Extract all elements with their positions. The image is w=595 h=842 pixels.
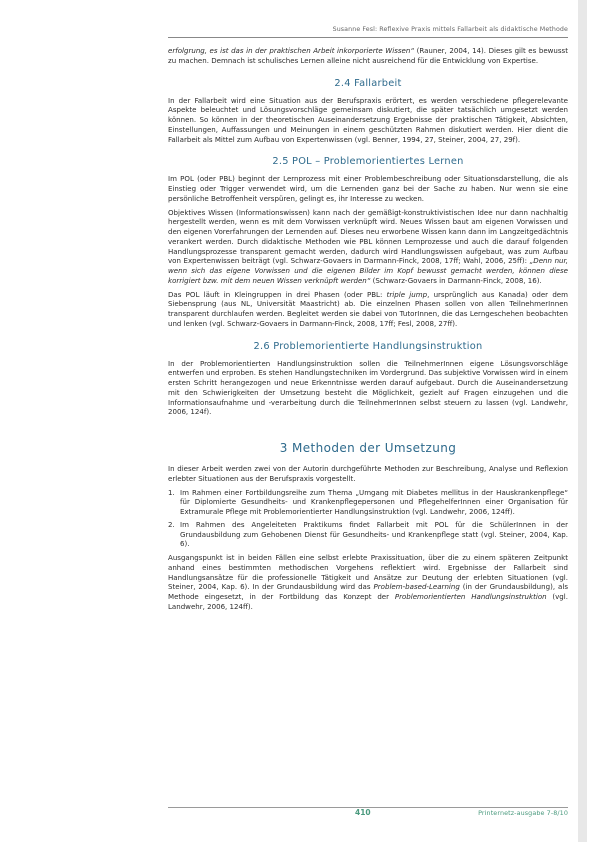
pol-paragraph-2-text: Objektives Wissen (Informationswissen) kann nach der gemäßigt-konstruktivistischen Idee nur dann nachhaltig hergestellt werden, wenn es mit dem Vorwissen verknüpft wird. Neues Wissen baut am eigenen Vorwissen und den eigenen Vorerfahrungen der Lernenden auf. Dieses neu erworbene Wissen kann dann im Langzeitgedächtnis verankert werden. Durch didaktische Methoden wie PBL können Lernprozesse und auch die darauf folgenden Handlungsprozesse transparent gemacht werden, dadurch wird Handlungswissen aufgebaut, was zum Aufbau von Expertenwissen beiträgt (vgl. Schwarz-Govaers in Darmann-Finck, 2008, 17ff; Wahl, 2006, 25ff): [168,207,568,266]
pol-paragraph-3-end: , ursprünglich aus Kanada) oder dem Siebensprung (aus NL, Universität Maastricht) ab. Die einzelnen Phasen sollen von allen TeilnehmerInnen transparent durchlaufen werden. Begleitet werden sie dabei von TutorInnen, die das Lerngeschehen beobachten und lenken (vgl. Schwarz-Govaers in Darmann-Finck, 2008, 17ff; Fesl, 2008, 27ff). [168,289,569,328]
intro-paragraph [168,46,568,66]
pol-quote-source: (Schwarz-Govaers in Darmann-Finck, 2008, 16). [370,275,542,285]
closing-text-a: Ausgangspunkt ist in beiden Fällen eine selbst erlebte Praxissituation, über die zu einem späteren Zeitpunkt anhand eines bestimmten methodischen Vorgehens reflektiert wird. Ergebnisse der Fallarbeit sind Handlungsansätze für die professionelle Tätigkeit und Ansätze zur Deutung der erlebten Situationen (vgl. Steiner, 2004, Kap. 6). In der Grundausbildung wird das [168,553,568,592]
fallarbeit-paragraph: In der Fallarbeit wird eine Situation aus der Berufspraxis erörtert, es werden verschiedene pflegerelevante Aspekte beleuchtet und Lösungsvorschläge gemeinsam diskutiert, die später tatsächlich umgesetzt werden können. So können in der theoretischen Auseinandersetzung Ergebnisse der praktischen Tätigkeit, Absichten, Einstellungen, Auffassungen und Meinungen in einem geschützten Rahmen diskutiert werden. Hier dient die Fallarbeit als Mittel zum Aufbau von Expertenwissen (vgl. Benner, 1994, 27, Steiner, 2004, 27, 29f). [168,95,568,144]
pol-paragraph-3-start: Das POL läuft in Kleingruppen in drei Phasen (oder PBL: [168,289,387,299]
intro-quote: erfolgrung, es ist das in der praktischen Arbeit inkorporierte Wissen“ [168,46,415,55]
running-header: Susanne Fesl: Reflexive Praxis mittels Fallarbeit als didaktische Methode [332,26,568,33]
list-item-number: 2. [168,519,175,529]
pol-paragraph-3 [168,290,568,329]
methods-list [168,488,568,550]
list-item [168,488,568,517]
handlungsinstruktion-paragraph: In der Problemorientierten Handlungsinstruktion sollen die TeilnehmerInnen eigene Lösungsvorschläge entwerfen und erproben. Es stehen Handlungstechniken im Vordergrund. Das subjektive Vorwissen wird in einem ersten Schritt herangezogen und neue Erkenntnisse werden darauf aufgebaut. Durch die Auseinandersetzung mit den Schwierigkeiten der Umsetzung besteht die Möglichkeit, gezielt auf Fragen einzugehen und die Informationsaufnahme und -verarbeitung durch die TeilnehmerInnen selbst steuern zu lassen (vgl. Landwehr, 2006, 124f). [168,358,568,417]
pol-paragraph-2 [168,208,568,286]
closing-text-b: (in der Grundausbildung), als Methode eingesetzt, in der Fortbildung das Konzept der [168,582,568,601]
methoden-closing-paragraph [168,553,568,612]
list-item-text: Im Rahmen einer Fortbildungsreihe zum Thema „Umgang mit Diabetes mellitus in der Hauskrankenpflege“ für Diplomierte Gesundheits- und Krankenpflegepersonen und PflegehelferInnen einer Organisation für Extramurale Pflege mit Problemorientierter Handlungsinstruktion (vgl. Landwehr, 2006, 124ff). [180,487,568,516]
triple-jump-term: triple jump [386,289,428,299]
list-item [168,520,568,549]
section-heading-pol: 2.5 POL – Problemorientiertes Lernen [272,156,464,168]
handlungsinstruktion-term: Problemorientierten Handlungsinstruktion [394,592,547,601]
pol-quote: „Denn nur, wenn sich das eigene Vorwissen und die eigenen Bilder im Kopf bewusst gemacht werden, können diese korrigiert bzw. mit dem neuen Wissen verknüpft werden“ [168,256,568,285]
publication-name: Printernetz-ausgabe 7-8/10 [478,809,568,817]
list-item-text: Im Rahmen des Angeleiteten Praktikums findet Fallarbeit mit POL für die SchülerInnen in der Grundausbildung zum Gehobenen Dienst für Gesundheits- und Krankenpflege statt (vgl. Steiner, 2004, Kap. 6). [180,519,568,549]
page-number: 410 [355,808,371,817]
section-heading-fallarbeit: 2.4 Fallarbeit [334,77,402,89]
chapter-heading-methoden: 3 Methoden der Umsetzung [279,441,457,455]
article-body [168,46,568,616]
page-edge-bar [578,0,587,842]
header-rule [168,37,568,38]
intro-text: (Rauner, 2004, 14). Dieses gilt es bewusst zu machen. Demnach ist schulisches Lernen alleine nicht ausreichend für die Entwicklung von Expertise. [168,46,568,65]
pbl-term: Problem-based-Learning [373,582,460,592]
list-item-number: 1. [168,487,175,497]
closing-text-c: (vgl. Landwehr, 2006, 124ff). [168,592,568,611]
pol-paragraph-1: Im POL (oder PBL) beginnt der Lernprozess mit einer Problembeschreibung oder Situationsdarstellung, die als Einstieg oder Trigger verwendet wird, um die Lernenden ganz bei der Sache zu haben. Nur wenn sie eine persönliche Betroffenheit verspüren, gelingt es, ihr Interesse zu wecken. [168,174,568,203]
section-heading-handlungsinstruktion: 2.6 Problemorientierte Handlungsinstruktion [253,340,483,352]
methoden-intro-paragraph: In dieser Arbeit werden zwei von der Autorin durchgeführte Methoden zur Beschreibung, Analyse und Reflexion erlebter Situationen aus der Berufspraxis vorgestellt. [168,464,568,483]
